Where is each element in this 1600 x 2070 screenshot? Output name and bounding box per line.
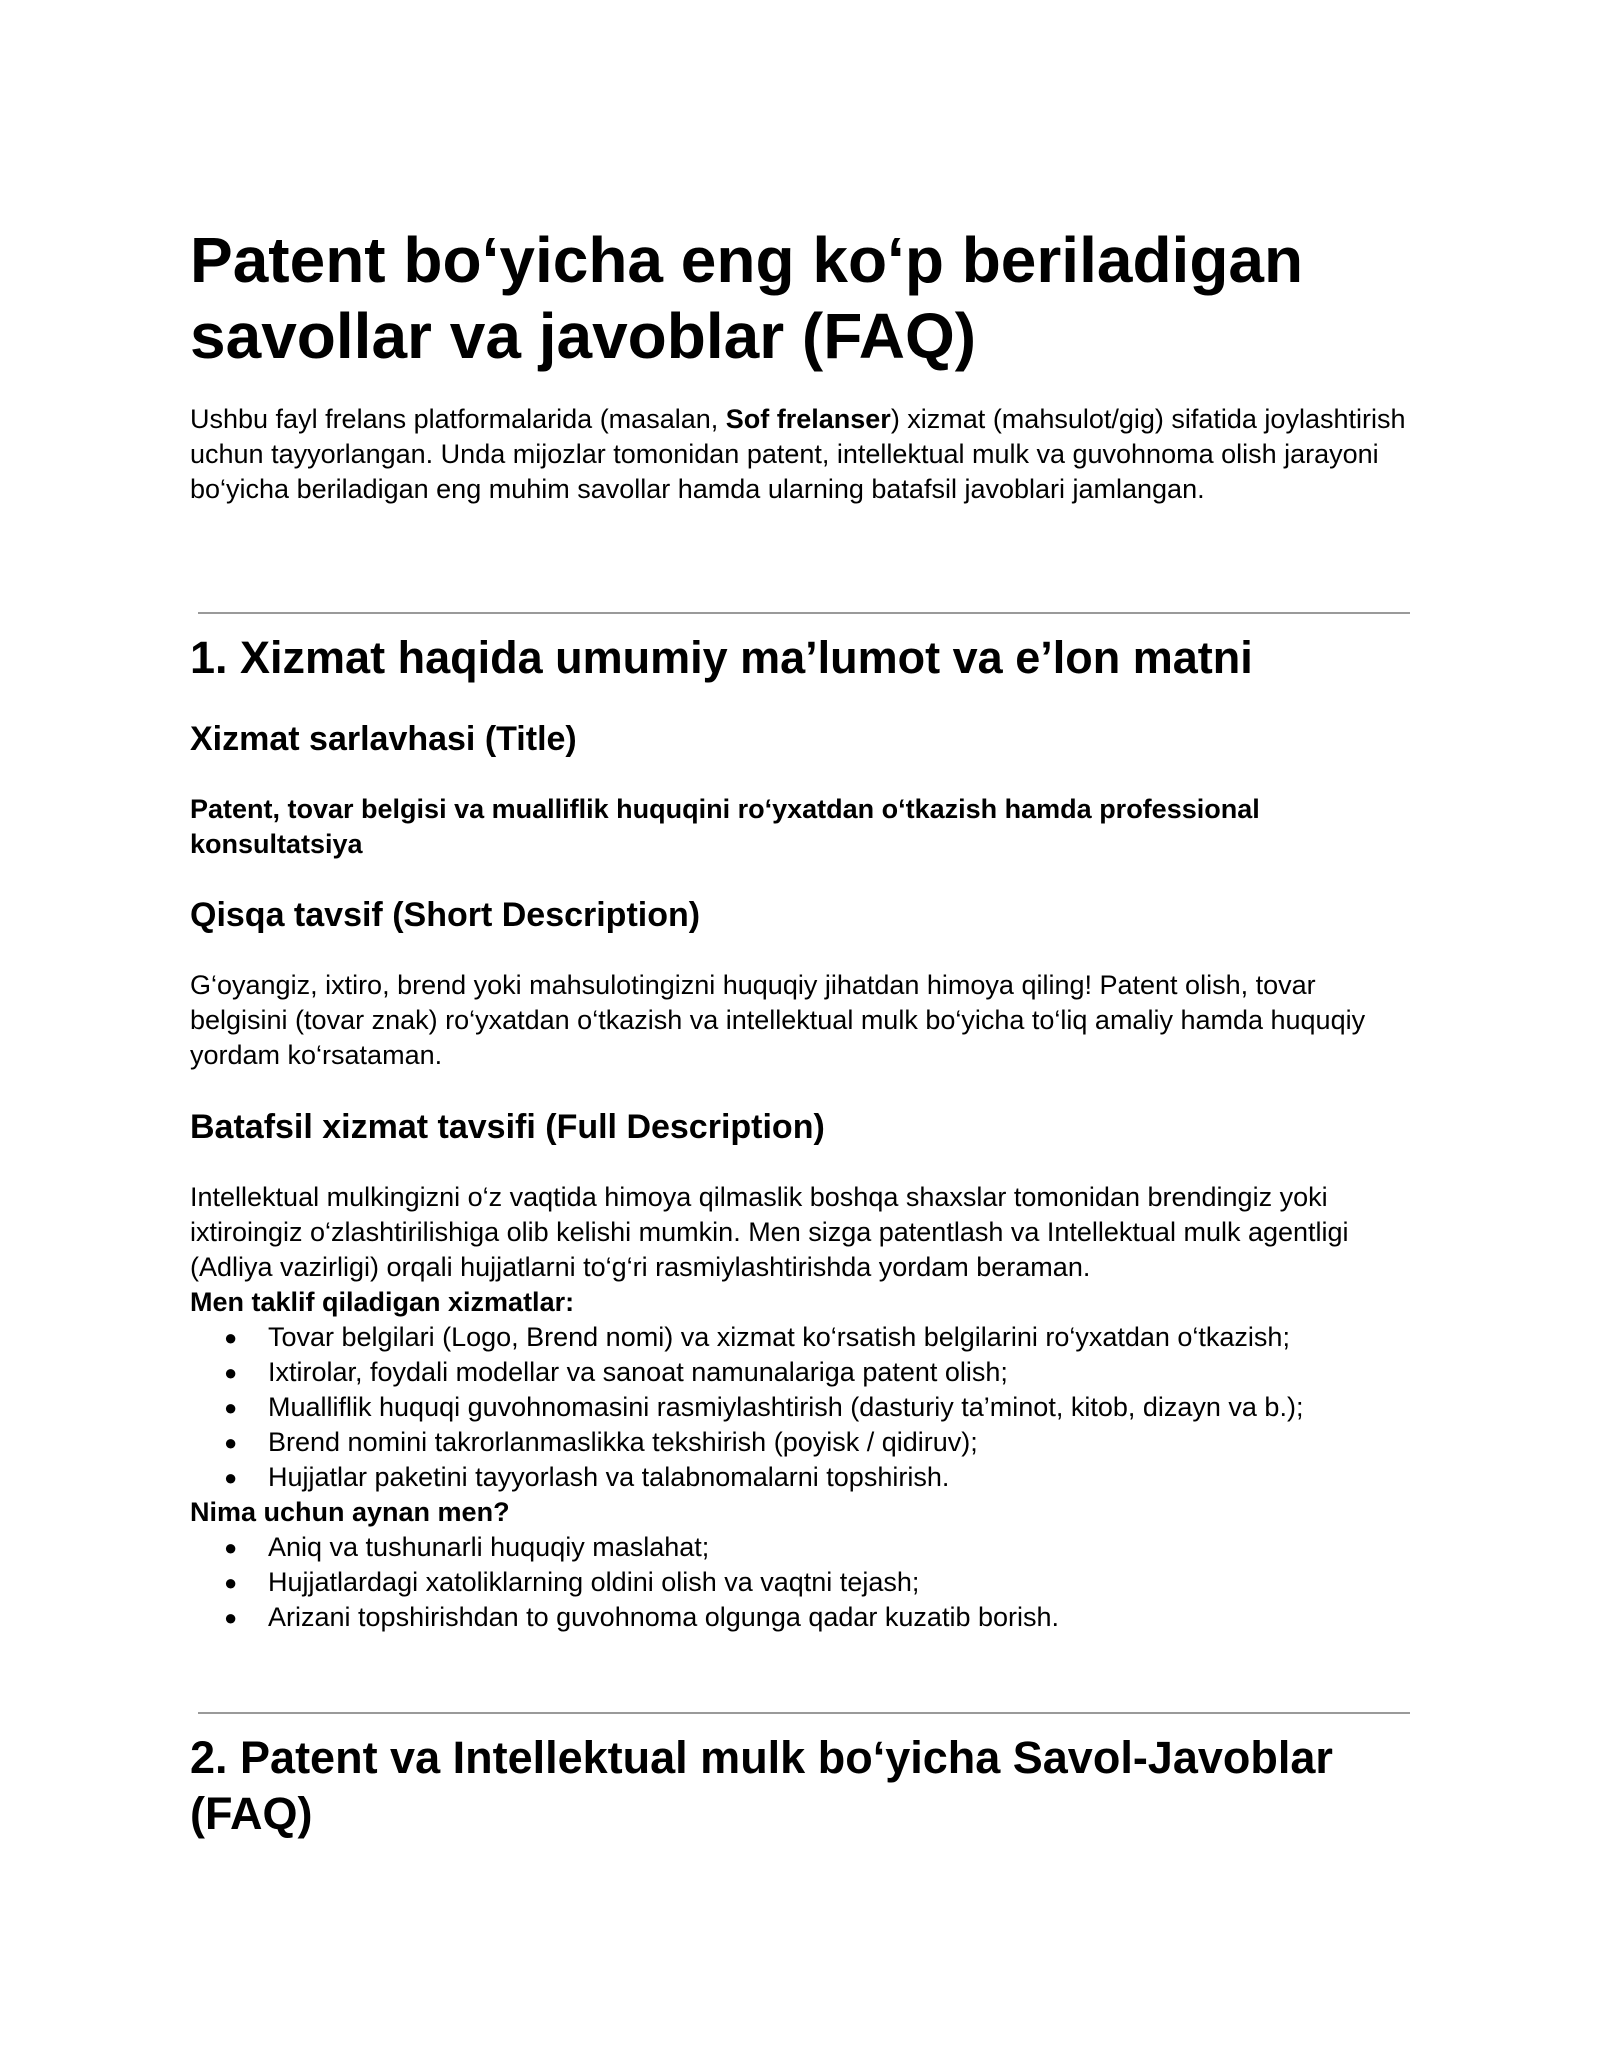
bullet-icon: ● [224, 1465, 238, 1490]
full-description-block [190, 1180, 1410, 1635]
section-2-heading-line-1: 2. Patent va Intellektual mulk bo‘yicha Savol-Javoblar [190, 1732, 1333, 1783]
section-divider-1 [198, 612, 1410, 614]
section-2-heading [190, 1730, 1410, 1842]
list-item: ● Hujjatlar paketini tayyorlash va talabnomalarni topshirish. [190, 1460, 1410, 1495]
section-2-heading-line-2: (FAQ) [190, 1788, 313, 1839]
section-1-heading: 1. Xizmat haqida umumiy ma’lumot va e’lon matni [190, 632, 1253, 683]
intro-text-2: ) xizmat (mahsulot/gig) sifatida joylashtirish uchun tayyorlangan. Unda mijozlar tomonidan patent, intellektual mulk va guvohnoma olish jarayoni bo‘yicha beriladigan eng muhim savollar hamda ularning batafsil javoblari jamlangan. [190, 404, 1406, 504]
bullet-icon: ● [224, 1535, 238, 1560]
title-line-1: Patent bo‘yicha eng ko‘p beriladigan [190, 224, 1304, 296]
list-item: ● Arizani topshirishdan to guvohnoma olgunga qadar kuzatib borish. [190, 1600, 1410, 1635]
offer-heading: Men taklif qiladigan xizmatlar: [190, 1287, 575, 1317]
short-description-text: G‘oyangiz, ixtiro, brend yoki mahsulotingizni huquqiy jihatdan himoya qiling! Patent olish, tovar belgisini (tovar znak) ro‘yxatdan o‘tkazish va intellektual mulk bo‘yicha to‘liq amaliy hamda huquqiy yordam ko‘rsataman. [190, 970, 1366, 1070]
intro-text-1: Ushbu fayl frelans platformalarida (masalan, [190, 404, 726, 434]
list-item: ● Aniq va tushunarli huquqiy maslahat; [190, 1530, 1410, 1565]
short-description-subheading: Qisqa tavsif (Short Description) [190, 896, 701, 934]
title-line-2: savollar va javoblar (FAQ) [190, 300, 977, 372]
bullet-icon: ● [224, 1395, 238, 1420]
offer-list [190, 1320, 1410, 1495]
bullet-icon: ● [224, 1430, 238, 1455]
section-divider-2 [198, 1712, 1410, 1714]
bullet-icon: ● [224, 1325, 238, 1350]
title-subheading: Xizmat sarlavhasi (Title) [190, 720, 577, 758]
document-title [190, 222, 1410, 374]
why-me-list [190, 1530, 1410, 1635]
bullet-icon: ● [224, 1360, 238, 1385]
bullet-icon: ● [224, 1570, 238, 1595]
intro-bold-text: Sof frelanser [725, 404, 891, 434]
service-title-text: Patent, tovar belgisi va mualliflik huquqini ro‘yxatdan o‘tkazish hamda professional konsultatsiya [190, 794, 1260, 859]
list-item: ● Mualliflik huquqi guvohnomasini rasmiylashtirish (dasturiy ta’minot, kitob, dizayn va b.); [190, 1390, 1410, 1425]
list-item: ● Brend nomini takrorlanmaslikka tekshirish (poyisk / qidiruv); [190, 1425, 1410, 1460]
intro-paragraph [190, 402, 1410, 507]
why-me-heading: Nima uchun aynan men? [190, 1497, 510, 1527]
full-description-text: Intellektual mulkingizni o‘z vaqtida himoya qilmaslik boshqa shaxslar tomonidan brendingiz yoki ixtiroingiz o‘zlashtirilishiga olib kelishi mumkin. Men sizga patentlash va Intellektual mulk agentligi (Adliya vazirligi) orqali hujjatlarni to‘g‘ri rasmiylashtirishda yordam beraman. [190, 1182, 1349, 1282]
list-item: ● Tovar belgilari (Logo, Brend nomi) va xizmat ko‘rsatish belgilarini ro‘yxatdan o‘tkazish; [190, 1320, 1410, 1355]
bullet-icon: ● [224, 1605, 238, 1630]
list-item: ● Ixtirolar, foydali modellar va sanoat namunalariga patent olish; [190, 1355, 1410, 1390]
full-description-subheading: Batafsil xizmat tavsifi (Full Description) [190, 1108, 825, 1146]
list-item: ● Hujjatlardagi xatoliklarning oldini olish va vaqtni tejash; [190, 1565, 1410, 1600]
